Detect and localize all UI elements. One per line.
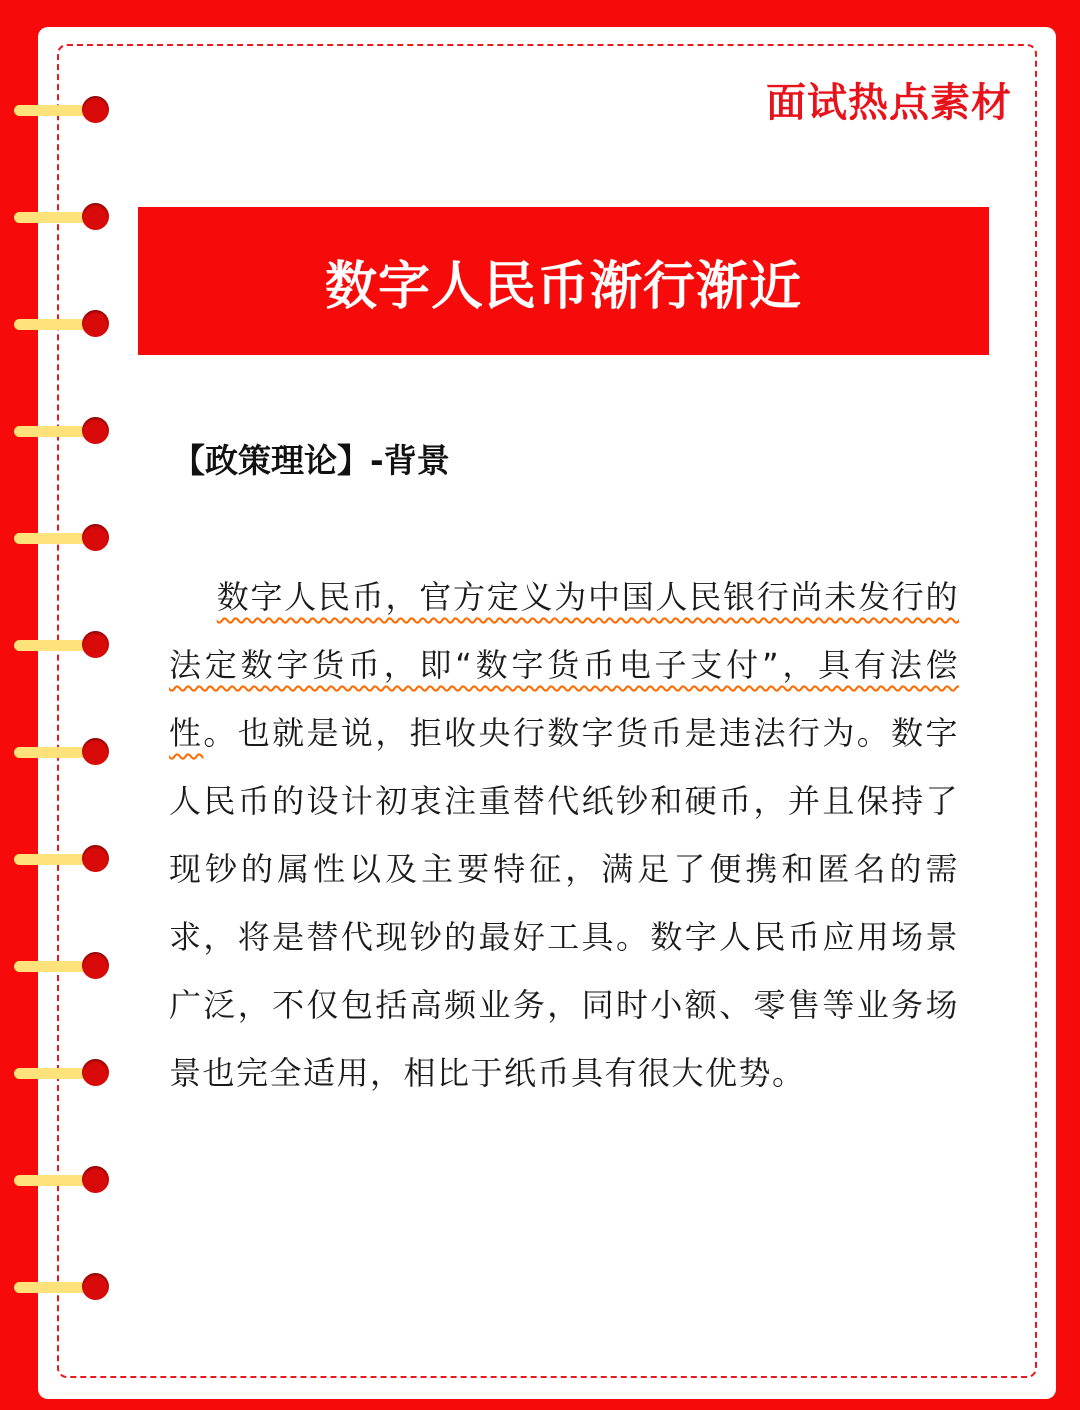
banner-title: 数字人民币渐行渐近 — [324, 256, 802, 317]
section-heading: 【政策理论】-背景 — [172, 441, 450, 480]
body-paragraph — [169, 563, 959, 1107]
paragraph-indent — [169, 578, 217, 616]
binder-ring — [0, 307, 112, 341]
notebook-page — [38, 27, 1056, 1399]
binder-ring — [0, 949, 112, 983]
binder-ring — [0, 735, 112, 769]
binder-ring — [0, 200, 112, 234]
binder-ring — [0, 628, 112, 662]
binder-ring — [0, 521, 112, 555]
binder-ring — [0, 1163, 112, 1197]
paragraph-rest: 。也就是说，拒收央行数字货币是违法行为。数字人民币的设计初衷注重替代纸钞和硬币，并且保持了现钞的属性以及主要特征，满足了便携和匿名的需求，将是替代现钞的最好工具。数字人民币应用场景广泛，不仅包括高频业务，同时小额、零售等业务场景也完全适用，相比于纸币具有很大优势。 — [169, 714, 959, 1092]
binder-ring — [0, 93, 112, 127]
binder-ring — [0, 1056, 112, 1090]
title-banner — [138, 207, 989, 355]
binder-ring — [0, 842, 112, 876]
binder-ring — [0, 414, 112, 448]
header-tag: 面试热点素材 — [766, 80, 1012, 126]
binder-ring — [0, 1270, 112, 1304]
underlined-definition: 数字人民币，官方定义为中国人民银行尚未发行的法定数字货币，即“数字货币电子支付”，具有法偿性 — [169, 578, 959, 752]
